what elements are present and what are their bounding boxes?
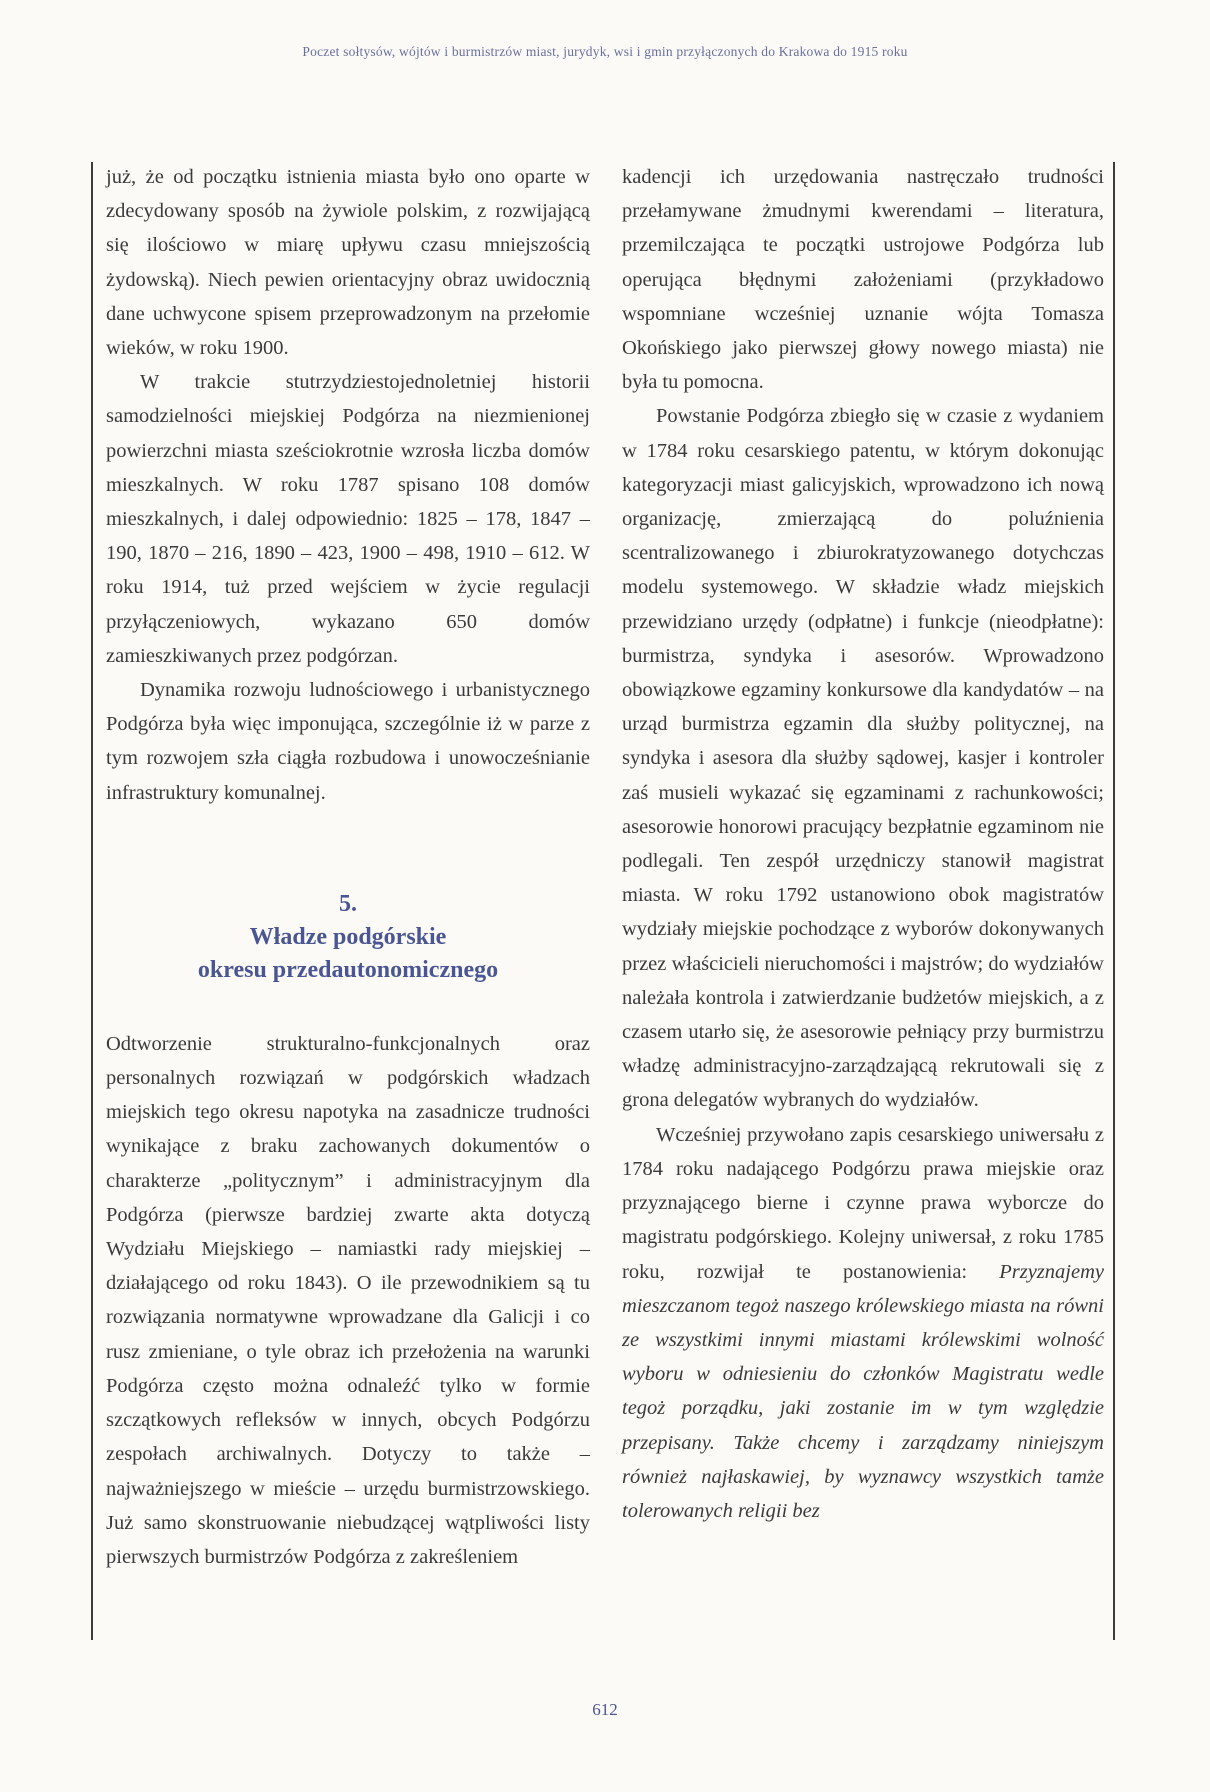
- section-title: Władze podgórskie: [249, 923, 447, 950]
- section-number: 5.: [339, 890, 357, 917]
- paragraph: kadencji ich urzędowania nastręczało trudności przełamywane żmudnymi kwerendami – literatura, przemilczająca te początki ustrojowe Podgórza lub operująca błędnymi założeniami (przykładowo wspomniane wcześniej uznanie wójta Tomasza Okońskiego jako pierwszej głowy nowego miasta) nie była tu pomocna.: [622, 166, 1104, 394]
- section-title: okresu przedautonomicznego: [197, 956, 499, 983]
- paragraph: już, że od początku istnienia miasta było ono oparte w zdecydowany sposób na żywiole polskim, z rozwijającą się ilościowo w miarę upływu czasu mniejszością żydowską). Niech pewien orientacyjny obraz uwidocznią dane uchwycone spisem przeprowadzonym na przełomie wieków, w roku 1900.: [106, 166, 590, 360]
- paragraph: Powstanie Podgórza zbiegło się w czasie z wydaniem w 1784 roku cesarskiego patentu, w którym dokonując kategoryzacji miast galicyjskich, wprowadzono ich nową organizację, zmierzającą do poluźnienia scentralizowanego i zbiurokratyzowanego dotychczas modelu systemowego. W składzie władz miejskich przewidziano urzędy (odpłatne) i funkcje (nieodpłatne): burmistrza, syndyka i asesorów. Wprowadzono obowiązkowe egzaminy konkursowe dla kandydatów – na urząd burmistrza egzamin dla służby politycznej, na syndyka i asesora dla służby sądowej, kasjer i kontroler zaś musieli wykazać się egzaminami z rachunkowości; asesorowie honorowi pracujący bezpłatnie egzaminom nie podlegali. Ten zespół urzędniczy stanowił magistrat miasta. W roku 1792 ustanowiono obok magistratów wydziały miejskie pochodzące z wyborów dokonywanych przez właścicieli nieruchomości i majstrów; do wydziałów należała kontrola i zatwierdzanie budżetów miejskich, a z czasem utarło się, że asesorowie pełniący przy burmistrzu władzę administracyjno-zarządzającą rekrutowali się z grona delegatów wybranych do wydziałów.: [622, 405, 1104, 1112]
- right-column: [622, 160, 1104, 1528]
- left-margin-rule: [91, 162, 93, 1640]
- paragraph: Dynamika rozwoju ludnościowego i urbanistycznego Podgórza była więc imponująca, szczególnie iż w parze z tym rozwojem szła ciągła rozbudowa i unowocześnianie infrastruktury komunalnej.: [106, 679, 590, 804]
- running-head: Poczet sołtysów, wójtów i burmistrzów miast, jurydyk, wsi i gmin przyłączonych do Krakowa do 1915 roku: [302, 44, 908, 59]
- paragraph: Odtworzenie strukturalno-funkcjonalnych oraz personalnych rozwiązań w podgórskich władzach miejskich tego okresu napotyka na zasadnicze trudności wynikające z braku zachowanych dokumentów o charakterze „politycznym” i administracyjnym dla Podgórza (pierwsze bardziej zwarte akta dotyczą Wydziału Miejskiego – namiastki rady miejskiej – działającego od roku 1843). O ile przewodnikiem są tu rozwiązania normatywne wprowadzane dla Galicji i co rusz zmieniane, o tyle obraz ich przełożenia na warunki Podgórza często można odnaleźć tylko w formie szczątkowych refleksów w innych, obcych Podgórzu zespołach archiwalnych. Dotyczy to także – najważniejszego w mieście – urzędu burmistrzowskiego. Już samo skonstruowanie niebudzącej wątpliwości listy pierwszych burmistrzów Podgórza z zakreśleniem: [106, 1032, 590, 1568]
- right-margin-rule: [1113, 162, 1115, 1640]
- paragraph-text: Wcześniej przywołano zapis cesarskiego uniwersału z 1784 roku nadającego Podgórzu prawa miejskie oraz przyznającego bierne i czynne prawa wyborcze do magistratu podgórskiego. Kolejny uniwersał, z roku 1785 roku, rozwijał te postanowienia:: [622, 1123, 1104, 1283]
- left-column: [106, 160, 590, 1574]
- quotation: Przyznajemy mieszczanom tegoż naszego królewskiego miasta na równi ze wszystkimi innymi miastami królewskimi wolność wyboru w odniesieniu do członków Magistratu wedle tegoż porządku, jaki zostanie im w tym względzie przepisany. Także chcemy i zarządzamy niniejszym również najłaskawiej, by wyznawcy wszystkich tamże tolerowanych religii bez: [622, 1260, 1104, 1522]
- paragraph: W trakcie stutrzydziestojednoletniej historii samodzielności miejskiej Podgórza na niezmienionej powierzchni miasta sześciokrotnie wzrosła liczba domów mieszkalnych. W roku 1787 spisano 108 domów mieszkalnych, i dalej odpowiednio: 1825 – 178, 1847 – 190, 1870 – 216, 1890 – 423, 1900 – 498, 1910 – 612. W roku 1914, tuż przed wejściem w życie regulacji przyłączeniowych, wykazano 650 domów zamieszkiwanych przez podgórzan.: [106, 371, 590, 667]
- section-heading: [106, 888, 590, 987]
- paragraph: [622, 1118, 1104, 1528]
- page-number: 612: [592, 1700, 618, 1719]
